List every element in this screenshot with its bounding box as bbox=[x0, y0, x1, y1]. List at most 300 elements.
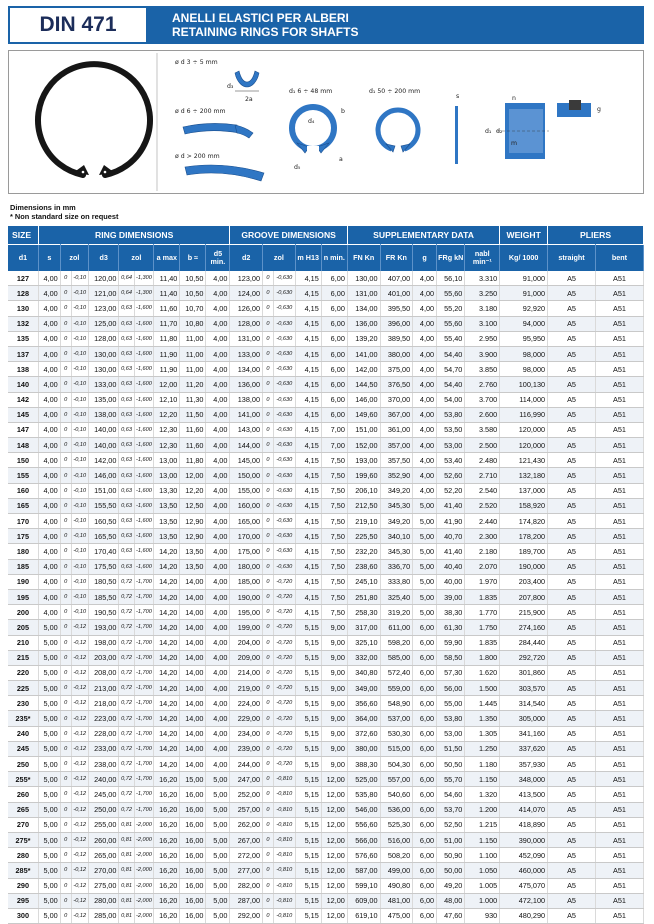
table-cell: A51 bbox=[595, 392, 643, 407]
table-cell: 12,30 bbox=[154, 422, 180, 437]
technical-drawings bbox=[8, 50, 644, 194]
table-row bbox=[8, 286, 644, 301]
table-cell: 5,15 bbox=[295, 863, 321, 878]
table-cell: -0,12 bbox=[71, 878, 88, 893]
table-cell: 4,00 bbox=[38, 589, 60, 604]
table-cell: 6,00 bbox=[413, 878, 437, 893]
table-cell: 0,72 bbox=[119, 620, 134, 635]
table-cell: 0 bbox=[263, 878, 274, 893]
table-cell: 206,10 bbox=[347, 483, 380, 498]
table-cell: 4,15 bbox=[295, 301, 321, 316]
table-cell: 284,440 bbox=[500, 635, 548, 650]
table-cell: 6,00 bbox=[413, 817, 437, 832]
table-cell: 0 bbox=[263, 711, 274, 726]
table-cell: 13,50 bbox=[180, 559, 206, 574]
table-cell: -0,10 bbox=[71, 589, 88, 604]
table-row bbox=[8, 559, 644, 574]
group-size: SIZE bbox=[8, 226, 38, 245]
table-cell: 0 bbox=[60, 787, 71, 802]
table-cell: 155,00 bbox=[230, 483, 263, 498]
table-cell: 0 bbox=[263, 392, 274, 407]
table-cell: 4,00 bbox=[206, 377, 230, 392]
table-cell: 619,10 bbox=[347, 908, 380, 923]
table-cell: 252,00 bbox=[230, 787, 263, 802]
table-cell: 4,00 bbox=[206, 407, 230, 422]
table-cell: 14,00 bbox=[180, 620, 206, 635]
table-row bbox=[8, 878, 644, 893]
table-cell: -1,700 bbox=[134, 696, 154, 711]
table-cell: 0,72 bbox=[119, 741, 134, 756]
table-cell: 2.500 bbox=[465, 438, 500, 453]
table-cell: 190,000 bbox=[500, 559, 548, 574]
table-cell: -0,12 bbox=[71, 757, 88, 772]
group-groove: GROOVE DIMENSIONS bbox=[230, 226, 347, 245]
table-cell: A51 bbox=[595, 787, 643, 802]
table-cell: 199,00 bbox=[230, 620, 263, 635]
table-cell: 11,00 bbox=[180, 362, 206, 377]
table-cell: 11,40 bbox=[154, 286, 180, 301]
table-cell: 245 bbox=[8, 741, 38, 756]
table-cell: 138 bbox=[8, 362, 38, 377]
table-row bbox=[8, 544, 644, 559]
table-cell: 0 bbox=[60, 665, 71, 680]
table-cell: 4,00 bbox=[206, 346, 230, 361]
table-cell: -1,700 bbox=[134, 787, 154, 802]
table-cell: 4,00 bbox=[206, 483, 230, 498]
group-ring: RING DIMENSIONS bbox=[38, 226, 229, 245]
table-cell: 4,00 bbox=[206, 422, 230, 437]
table-cell: 5,00 bbox=[38, 741, 60, 756]
table-cell: 0 bbox=[263, 741, 274, 756]
table-cell: 14,20 bbox=[154, 559, 180, 574]
table-cell: -0,720 bbox=[273, 681, 295, 696]
table-cell: 2.300 bbox=[465, 529, 500, 544]
table-cell: 6,00 bbox=[413, 863, 437, 878]
table-cell: 134,00 bbox=[347, 301, 380, 316]
table-cell: 14,00 bbox=[180, 650, 206, 665]
table-cell: 11,90 bbox=[154, 362, 180, 377]
table-cell: 16,20 bbox=[154, 848, 180, 863]
table-cell: A51 bbox=[595, 665, 643, 680]
table-cell: 1.320 bbox=[465, 787, 500, 802]
table-cell: 59,90 bbox=[437, 635, 465, 650]
table-cell: 4,00 bbox=[206, 711, 230, 726]
table-cell: 1.005 bbox=[465, 878, 500, 893]
table-cell: 120,000 bbox=[500, 422, 548, 437]
table-cell: 6,00 bbox=[413, 665, 437, 680]
table-cell: 5,15 bbox=[295, 620, 321, 635]
table-cell: -2,000 bbox=[134, 863, 154, 878]
table-cell: 4,00 bbox=[38, 316, 60, 331]
table-cell: 58,50 bbox=[437, 650, 465, 665]
table-cell: 0 bbox=[263, 483, 274, 498]
table-cell: 0 bbox=[263, 559, 274, 574]
table-cell: A51 bbox=[595, 574, 643, 589]
table-row bbox=[8, 514, 644, 529]
table-cell: 0,72 bbox=[119, 711, 134, 726]
table-cell: 5,00 bbox=[38, 665, 60, 680]
table-cell: 0 bbox=[263, 574, 274, 589]
col-frg: FRg kN bbox=[437, 245, 465, 272]
table-cell: 5,15 bbox=[295, 650, 321, 665]
table-cell: 348,000 bbox=[500, 772, 548, 787]
table-cell: A5 bbox=[548, 529, 596, 544]
table-cell: 4,00 bbox=[413, 392, 437, 407]
table-cell: 14,20 bbox=[154, 711, 180, 726]
table-cell: -0,720 bbox=[273, 741, 295, 756]
table-cell: A5 bbox=[548, 286, 596, 301]
table-cell: 0 bbox=[60, 878, 71, 893]
label-g: g bbox=[597, 106, 601, 113]
table-cell: 208,00 bbox=[88, 665, 118, 680]
table-cell: 530,30 bbox=[380, 726, 413, 741]
table-cell: 1.215 bbox=[465, 817, 500, 832]
table-cell: 4,00 bbox=[206, 331, 230, 346]
table-cell: 195 bbox=[8, 589, 38, 604]
table-cell: 4,00 bbox=[38, 286, 60, 301]
table-cell: 50,90 bbox=[437, 848, 465, 863]
table-cell: 356,60 bbox=[347, 696, 380, 711]
label-s: s bbox=[456, 93, 460, 100]
table-cell: 396,00 bbox=[380, 316, 413, 331]
table-cell: 4,15 bbox=[295, 346, 321, 361]
table-cell: 525,30 bbox=[380, 817, 413, 832]
table-cell: 0 bbox=[60, 362, 71, 377]
table-cell: 0,72 bbox=[119, 757, 134, 772]
table-cell: 134,00 bbox=[230, 362, 263, 377]
table-cell: 5,00 bbox=[38, 787, 60, 802]
table-cell: 4,00 bbox=[206, 529, 230, 544]
table-cell: A5 bbox=[548, 726, 596, 741]
table-cell: 16,20 bbox=[154, 787, 180, 802]
table-cell: 4,15 bbox=[295, 316, 321, 331]
table-cell: 251,80 bbox=[347, 589, 380, 604]
table-cell: 2.600 bbox=[465, 407, 500, 422]
table-cell: 536,00 bbox=[380, 802, 413, 817]
table-cell: 91,000 bbox=[500, 286, 548, 301]
table-cell: 6,00 bbox=[413, 802, 437, 817]
table-cell: 235* bbox=[8, 711, 38, 726]
table-cell: -0,630 bbox=[273, 377, 295, 392]
table-cell: 4,15 bbox=[295, 544, 321, 559]
table-cell: 16,20 bbox=[154, 863, 180, 878]
table-cell: 0,72 bbox=[119, 696, 134, 711]
table-cell: 0 bbox=[263, 650, 274, 665]
table-cell: 250 bbox=[8, 757, 38, 772]
table-cell: 232,20 bbox=[347, 544, 380, 559]
table-cell: 12,20 bbox=[154, 407, 180, 422]
table-cell: A5 bbox=[548, 271, 596, 286]
table-cell: 566,00 bbox=[347, 832, 380, 847]
table-cell: 4,00 bbox=[38, 559, 60, 574]
table-cell: 149,60 bbox=[347, 407, 380, 422]
table-row bbox=[8, 468, 644, 483]
col-d5: d5 min. bbox=[206, 245, 230, 272]
notes bbox=[10, 203, 118, 221]
table-row bbox=[8, 483, 644, 498]
table-cell: 14,20 bbox=[154, 544, 180, 559]
table-cell: -1,600 bbox=[134, 301, 154, 316]
table-cell: 0 bbox=[60, 392, 71, 407]
table-cell: 0,63 bbox=[119, 407, 134, 422]
table-cell: A5 bbox=[548, 832, 596, 847]
table-cell: 0,63 bbox=[119, 316, 134, 331]
table-cell: 13,50 bbox=[154, 529, 180, 544]
table-cell: 54,70 bbox=[437, 362, 465, 377]
table-cell: 6,00 bbox=[413, 650, 437, 665]
col-kg: Kg/ 1000 bbox=[500, 245, 548, 272]
table-cell: 13,50 bbox=[154, 498, 180, 513]
table-cell: 388,30 bbox=[347, 757, 380, 772]
table-cell: 180,00 bbox=[230, 559, 263, 574]
header-titles bbox=[148, 6, 644, 44]
table-cell: 609,00 bbox=[347, 893, 380, 908]
table-cell: -0,10 bbox=[71, 514, 88, 529]
table-cell: 142,00 bbox=[347, 362, 380, 377]
table-cell: 6,00 bbox=[413, 832, 437, 847]
table-cell: 255* bbox=[8, 772, 38, 787]
table-cell: -0,12 bbox=[71, 665, 88, 680]
col-fn: FN Kn bbox=[347, 245, 380, 272]
table-cell: 170,40 bbox=[88, 544, 118, 559]
table-cell: 6,00 bbox=[413, 848, 437, 863]
table-cell: 16,00 bbox=[180, 817, 206, 832]
small-ring-diagram bbox=[175, 59, 259, 103]
table-cell: 47,60 bbox=[437, 908, 465, 923]
table-cell: 3.700 bbox=[465, 392, 500, 407]
table-cell: 0,63 bbox=[119, 362, 134, 377]
table-cell: 9,00 bbox=[321, 650, 347, 665]
table-cell: 4,15 bbox=[295, 529, 321, 544]
table-cell: 4,00 bbox=[206, 468, 230, 483]
table-cell: 5,00 bbox=[206, 817, 230, 832]
table-cell: 9,00 bbox=[321, 741, 347, 756]
table-cell: 5,15 bbox=[295, 878, 321, 893]
table-cell: 4,00 bbox=[206, 696, 230, 711]
table-cell: 5,00 bbox=[38, 681, 60, 696]
table-cell: 1.305 bbox=[465, 726, 500, 741]
table-cell: 6,00 bbox=[413, 757, 437, 772]
table-cell: 150,00 bbox=[230, 468, 263, 483]
table-cell: 128,00 bbox=[88, 331, 118, 346]
table-cell: 52,60 bbox=[437, 468, 465, 483]
table-cell: 5,00 bbox=[38, 772, 60, 787]
table-cell: 130,00 bbox=[88, 362, 118, 377]
table-cell: 407,00 bbox=[380, 271, 413, 286]
table-cell: 245,10 bbox=[347, 574, 380, 589]
table-cell: A5 bbox=[548, 574, 596, 589]
table-cell: 53,80 bbox=[437, 711, 465, 726]
table-cell: 3.100 bbox=[465, 316, 500, 331]
label-d1-50-200: d₁ 50 ÷ 200 mm bbox=[369, 88, 421, 95]
table-cell: 0,63 bbox=[119, 346, 134, 361]
table-cell: 5,15 bbox=[295, 817, 321, 832]
table-cell: 490,80 bbox=[380, 878, 413, 893]
table-cell: 0,64 bbox=[119, 286, 134, 301]
table-cell: 128 bbox=[8, 286, 38, 301]
standard-code: DIN 471 bbox=[8, 6, 148, 44]
table-cell: 151,00 bbox=[347, 422, 380, 437]
table-cell: 16,00 bbox=[180, 908, 206, 923]
table-row bbox=[8, 574, 644, 589]
table-cell: 336,70 bbox=[380, 559, 413, 574]
table-cell: A5 bbox=[548, 514, 596, 529]
table-cell: 287,00 bbox=[230, 893, 263, 908]
table-cell: 475,070 bbox=[500, 878, 548, 893]
table-cell: 52,50 bbox=[437, 817, 465, 832]
table-cell: -0,630 bbox=[273, 438, 295, 453]
table-cell: 282,00 bbox=[230, 878, 263, 893]
table-cell: 0 bbox=[60, 650, 71, 665]
table-cell: 121,00 bbox=[88, 286, 118, 301]
table-row bbox=[8, 696, 644, 711]
col-nabl: nabl min⁻¹ bbox=[465, 245, 500, 272]
table-cell: A51 bbox=[595, 893, 643, 908]
table-cell: -0,810 bbox=[273, 802, 295, 817]
table-cell: 11,30 bbox=[180, 392, 206, 407]
table-cell: 4,00 bbox=[38, 529, 60, 544]
table-cell: -1,300 bbox=[134, 271, 154, 286]
table-cell: 0,63 bbox=[119, 498, 134, 513]
table-cell: -0,12 bbox=[71, 893, 88, 908]
table-cell: 7,50 bbox=[321, 498, 347, 513]
table-cell: A5 bbox=[548, 392, 596, 407]
table-cell: 340,80 bbox=[347, 665, 380, 680]
table-cell: 10,50 bbox=[180, 271, 206, 286]
table-cell: 212,50 bbox=[347, 498, 380, 513]
table-cell: 127 bbox=[8, 271, 38, 286]
table-cell: 475,00 bbox=[380, 908, 413, 923]
title-english: RETAINING RINGS FOR SHAFTS bbox=[172, 25, 359, 39]
table-cell: A51 bbox=[595, 635, 643, 650]
table-cell: -0,630 bbox=[273, 498, 295, 513]
table-cell: 1.750 bbox=[465, 620, 500, 635]
table-cell: 12,00 bbox=[321, 893, 347, 908]
table-cell: 11,60 bbox=[180, 438, 206, 453]
table-cell: 152,00 bbox=[347, 438, 380, 453]
table-cell: A5 bbox=[548, 848, 596, 863]
table-cell: 147 bbox=[8, 422, 38, 437]
table-cell: 11,80 bbox=[154, 331, 180, 346]
table-cell: 540,60 bbox=[380, 787, 413, 802]
table-cell: 220 bbox=[8, 665, 38, 680]
table-cell: 13,50 bbox=[180, 544, 206, 559]
table-cell: 203,00 bbox=[88, 650, 118, 665]
table-row bbox=[8, 817, 644, 832]
table-group-header bbox=[8, 226, 644, 245]
table-cell: 50,00 bbox=[437, 863, 465, 878]
table-cell: 6,00 bbox=[413, 741, 437, 756]
table-row bbox=[8, 271, 644, 286]
table-cell: 140,00 bbox=[88, 438, 118, 453]
table-cell: A51 bbox=[595, 438, 643, 453]
table-cell: 349,00 bbox=[347, 681, 380, 696]
table-cell: 16,20 bbox=[154, 893, 180, 908]
table-cell: -0,630 bbox=[273, 271, 295, 286]
table-cell: -0,12 bbox=[71, 620, 88, 635]
table-cell: 144,00 bbox=[230, 438, 263, 453]
table-cell: -1,600 bbox=[134, 346, 154, 361]
table-cell: 50,50 bbox=[437, 757, 465, 772]
table-cell: 332,00 bbox=[347, 650, 380, 665]
table-cell: 481,00 bbox=[380, 893, 413, 908]
table-cell: 5,00 bbox=[206, 772, 230, 787]
table-cell: 0 bbox=[60, 529, 71, 544]
table-cell: 145 bbox=[8, 407, 38, 422]
table-cell: 372,60 bbox=[347, 726, 380, 741]
table-cell: 120,000 bbox=[500, 438, 548, 453]
table-cell: 133,00 bbox=[88, 377, 118, 392]
table-cell: 5,00 bbox=[413, 605, 437, 620]
table-cell: 6,00 bbox=[321, 392, 347, 407]
table-cell: 4,15 bbox=[295, 605, 321, 620]
table-cell: 207,800 bbox=[500, 589, 548, 604]
table-cell: 0,72 bbox=[119, 605, 134, 620]
table-cell: A51 bbox=[595, 802, 643, 817]
label-d6-200: ø d 6 ÷ 200 mm bbox=[175, 108, 226, 115]
table-cell: 124,00 bbox=[230, 286, 263, 301]
table-cell: 5,00 bbox=[413, 589, 437, 604]
table-cell: 126,00 bbox=[230, 301, 263, 316]
table-cell: -0,810 bbox=[273, 893, 295, 908]
table-cell: A5 bbox=[548, 453, 596, 468]
title-italian: ANELLI ELASTICI PER ALBERI bbox=[172, 11, 349, 25]
table-cell: 5,00 bbox=[206, 787, 230, 802]
table-cell: 0 bbox=[60, 483, 71, 498]
table-cell: 114,000 bbox=[500, 392, 548, 407]
table-cell: -1,700 bbox=[134, 681, 154, 696]
table-cell: 0,72 bbox=[119, 787, 134, 802]
table-cell: 4,00 bbox=[206, 741, 230, 756]
table-cell: 4,00 bbox=[206, 362, 230, 377]
table-cell: -0,12 bbox=[71, 848, 88, 863]
table-cell: 504,30 bbox=[380, 757, 413, 772]
table-cell: 390,000 bbox=[500, 832, 548, 847]
table-cell: 224,00 bbox=[230, 696, 263, 711]
label-d-gt-200: ø d > 200 mm bbox=[175, 153, 220, 160]
table-cell: 53,00 bbox=[437, 726, 465, 741]
table-cell: 0 bbox=[60, 286, 71, 301]
table-cell: 375,00 bbox=[380, 362, 413, 377]
table-cell: A51 bbox=[595, 726, 643, 741]
table-cell: 0 bbox=[60, 772, 71, 787]
table-cell: 349,20 bbox=[380, 514, 413, 529]
table-cell: A51 bbox=[595, 589, 643, 604]
table-cell: -0,720 bbox=[273, 605, 295, 620]
table-cell: 204,00 bbox=[230, 635, 263, 650]
table-cell: 132,180 bbox=[500, 468, 548, 483]
table-cell: 1.500 bbox=[465, 681, 500, 696]
table-cell: 6,00 bbox=[321, 377, 347, 392]
table-cell: 930 bbox=[465, 908, 500, 923]
table-cell: 11,20 bbox=[180, 377, 206, 392]
table-cell: 142 bbox=[8, 392, 38, 407]
table-cell: 4,00 bbox=[206, 650, 230, 665]
table-cell: 175,00 bbox=[230, 544, 263, 559]
table-cell: 190,00 bbox=[230, 589, 263, 604]
table-cell: 5,00 bbox=[413, 559, 437, 574]
table-cell: 0,81 bbox=[119, 863, 134, 878]
table-cell: 5,00 bbox=[206, 863, 230, 878]
table-cell: 5,15 bbox=[295, 772, 321, 787]
label-d3: d₃ bbox=[227, 83, 234, 90]
table-cell: -0,10 bbox=[71, 453, 88, 468]
table-cell: 150 bbox=[8, 453, 38, 468]
table-cell: 4,00 bbox=[413, 271, 437, 286]
table-cell: 140 bbox=[8, 377, 38, 392]
table-cell: -0,720 bbox=[273, 696, 295, 711]
table-cell: 5,00 bbox=[413, 544, 437, 559]
